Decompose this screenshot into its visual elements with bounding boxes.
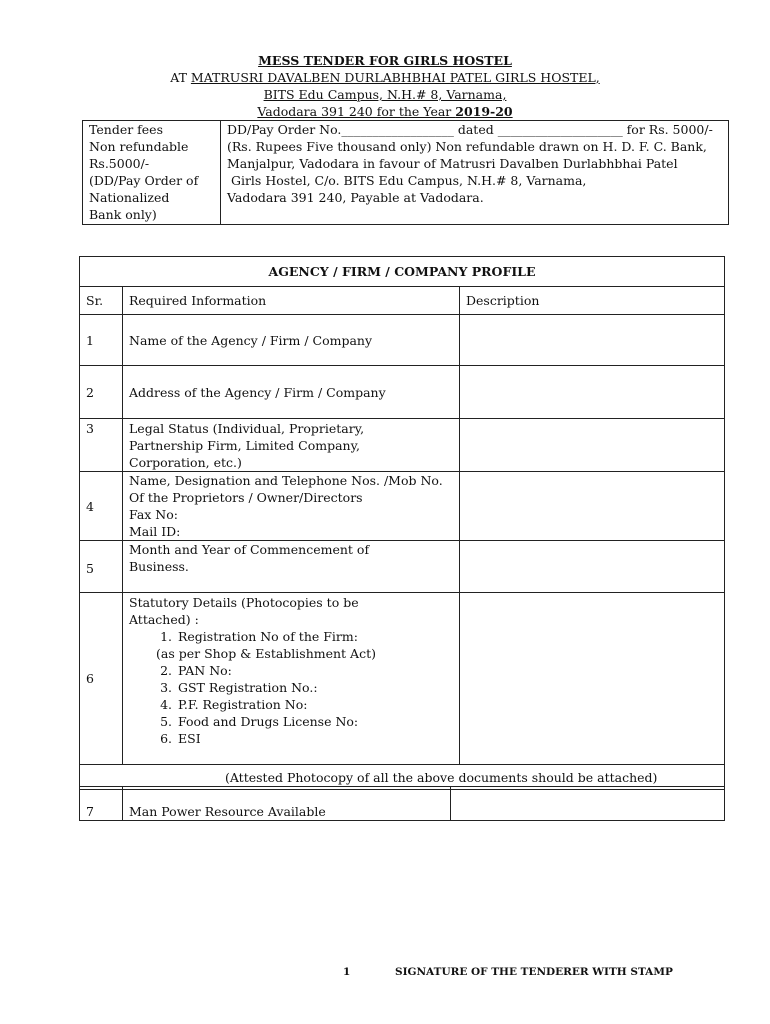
list-item [176,713,453,730]
profile-heading: AGENCY / FIRM / COMPANY PROFILE [80,257,725,287]
column-header-sr: Sr. [80,287,123,315]
row-info: Man Power Resource Available [123,787,451,821]
row-info-line: Month and Year of Commencement of [129,542,370,557]
fees-detail-line: DD/Pay Order No.__________________ dated ____________________ for Rs. 5000/- [227,122,713,137]
column-header-info: Required Information [123,287,460,315]
row-info: Address of the Agency / Firm / Company [123,366,460,419]
row-number: 6 [80,593,123,765]
list-item [176,662,453,679]
list-item-text: ESI [178,731,201,746]
city-year-line [0,103,770,120]
tender-fees-label [83,121,221,225]
hostel-name-line [0,69,770,86]
row-number: 7 [80,787,123,821]
description-cell[interactable] [451,787,725,821]
table-row [80,419,725,472]
row-info-line: Of the Proprietors / Owner/Directors [129,490,363,505]
fees-detail-line: (Rs. Rupees Five thousand only) Non refundable drawn on H. D. F. C. Bank, [227,139,707,154]
tender-fees-table [82,120,729,225]
row-info-line: Attached) : [129,612,199,627]
list-item [176,679,453,696]
fees-detail-line: Vadodara 391 240, Payable at Vadodara. [227,190,484,205]
row-info [123,541,460,593]
fees-label-line: Rs.5000/- [89,156,150,171]
row-number: 2 [80,366,123,419]
table-row [80,593,725,765]
row-info-line: Legal Status (Individual, Proprietary, [129,421,365,436]
list-item [176,696,453,713]
table-row [80,787,725,821]
table-row [80,472,725,541]
row-number: 3 [80,419,123,472]
row-info-line: Business. [129,559,189,574]
row-info: Name of the Agency / Firm / Company [123,315,460,366]
column-header-description: Description [460,287,725,315]
list-item-text: Registration No of the Firm: [178,629,358,644]
list-item-sub: (as per Shop & Establishment Act) [156,646,376,661]
description-cell[interactable] [460,366,725,419]
fees-label-line: Nationalized [89,190,170,205]
description-cell[interactable] [460,315,725,366]
city-text: Vadodara 391 240 for the Year [257,104,456,119]
row-number: 1 [80,315,123,366]
hostel-name: MATRUSRI DAVALBEN DURLABHBHAI PATEL GIRLS HOSTEL, [190,70,600,85]
fees-detail-line: Girls Hostel, C/o. BITS Edu Campus, N.H.# 8, Varnama, [227,173,587,188]
fees-label-line: Tender fees [89,122,163,137]
document-title: MESS TENDER FOR GIRLS HOSTEL [258,53,512,68]
table-row [80,541,725,593]
campus-address-line [0,86,770,103]
row-info [123,419,460,472]
attested-note: (Attested Photocopy of all the above documents should be attached) [80,765,725,790]
signature-line: SIGNATURE OF THE TENDERER WITH STAMP [395,966,673,978]
row-info-line: Partnership Firm, Limited Company, [129,438,360,453]
fees-label-line: Non refundable [89,139,189,154]
row-info-line: Name, Designation and Telephone Nos. /Mob No. [129,473,443,488]
fees-label-line: Bank only) [89,207,157,222]
statutory-list [129,628,453,747]
list-item-text: P.F. Registration No: [178,697,308,712]
row-info-line: Fax No: [129,507,178,522]
row-number: 4 [80,472,123,541]
campus-address: BITS Edu Campus, N.H.# 8, Varnama, [263,87,507,102]
fees-detail-line: Manjalpur, Vadodara in favour of Matrusri Davalben Durlabhbhai Patel [227,156,678,171]
tender-year: 2019-20 [455,104,513,119]
description-cell[interactable] [460,541,725,593]
manpower-table [79,786,725,821]
row-info-line: Corporation, etc.) [129,455,242,470]
list-item-text: Food and Drugs License No: [178,714,359,729]
hostel-prefix: AT [170,70,191,85]
description-cell[interactable] [460,472,725,541]
table-row [80,366,725,419]
list-item [156,628,453,662]
description-cell[interactable] [460,593,725,765]
fees-label-line: (DD/Pay Order of [89,173,199,188]
list-item-text: PAN No: [178,663,232,678]
row-info-line: Mail ID: [129,524,181,539]
row-info-line: Statutory Details (Photocopies to be [129,595,359,610]
tender-fees-details [221,121,729,225]
list-item [176,730,453,747]
row-info [123,472,460,541]
row-info [123,593,460,765]
agency-profile-table [79,256,725,790]
row-number: 5 [80,541,123,593]
description-cell[interactable] [460,419,725,472]
table-row [80,315,725,366]
list-item-text: GST Registration No.: [178,680,318,695]
page-number: 1 [343,966,351,978]
